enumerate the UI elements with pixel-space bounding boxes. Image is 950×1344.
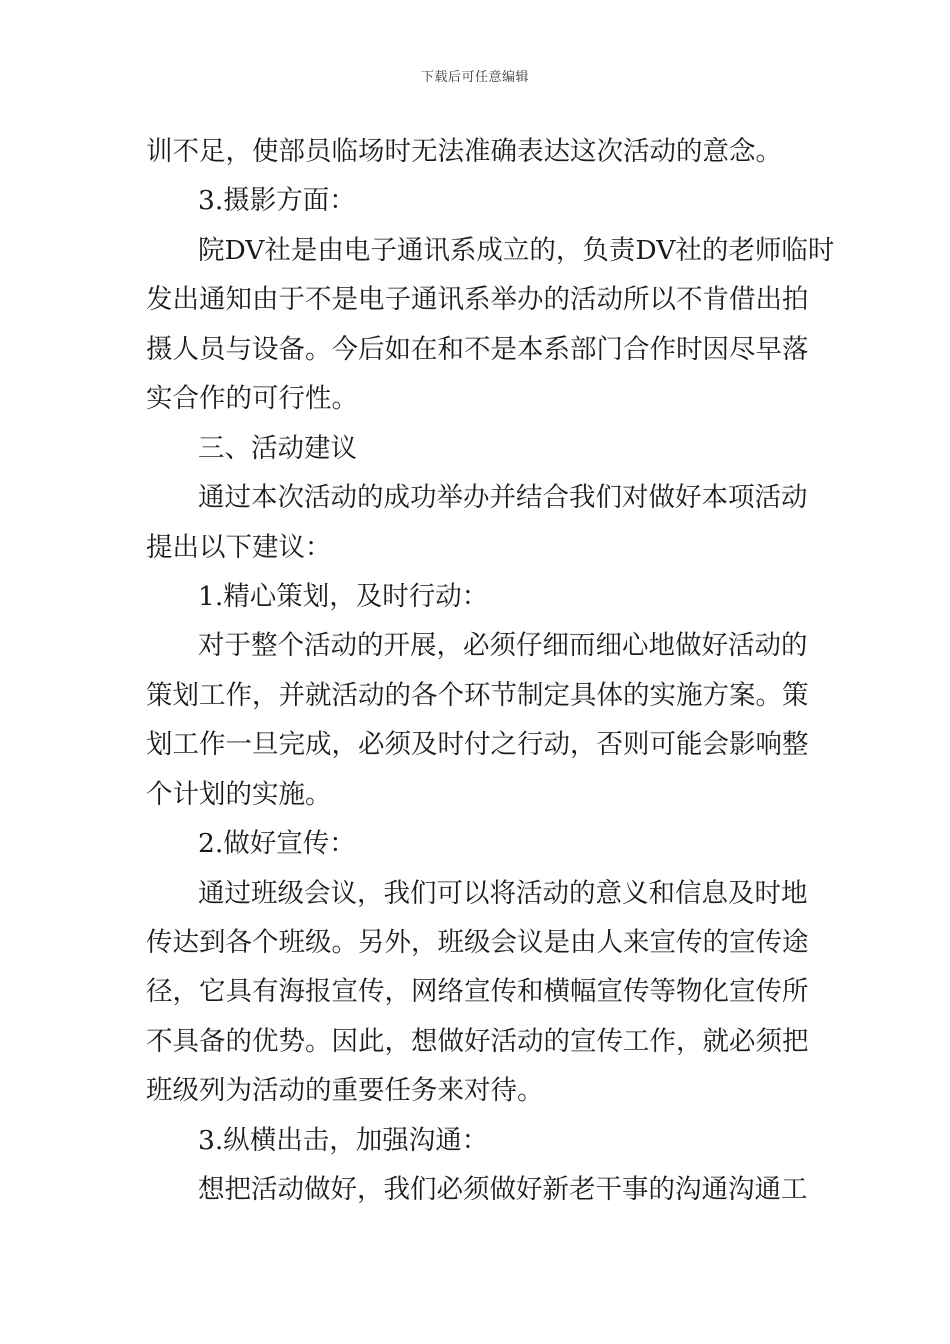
text-line: 通过班级会议，我们可以将活动的意义和信息及时地	[198, 877, 808, 909]
text-line: 通过本次活动的成功举办并结合我们对做好本项活动	[198, 482, 808, 514]
page-header: 下载后可任意编辑	[420, 70, 529, 85]
text-line: 1.精心策划，及时行动：	[198, 580, 489, 612]
document-body	[146, 127, 835, 1215]
text-line: 策划工作，并就活动的各个环节制定具体的实施方案。策	[146, 679, 809, 711]
text-line: 摄人员与设备。今后如在和不是本系部门合作时因尽早落	[146, 333, 809, 365]
text-line: 划工作一旦完成，必须及时付之行动，否则可能会影响整	[146, 729, 809, 761]
text-line: 径，它具有海报宣传，网络宣传和横幅宣传等物化宣传所	[146, 976, 809, 1008]
text-line: 2.做好宣传：	[198, 828, 356, 860]
text-line: 传达到各个班级。另外，班级会议是由人来宣传的宣传途	[146, 927, 809, 958]
text-line: 3.摄影方面：	[198, 185, 356, 217]
text-line: 不具备的优势。因此，想做好活动的宣传工作，就必须把	[146, 1025, 809, 1057]
text-line: 三、活动建议	[198, 432, 357, 464]
text-line: 发出通知由于不是电子通讯系举办的活动所以不肯借出拍	[146, 284, 809, 316]
text-line: 班级列为活动的重要任务来对待。	[146, 1075, 544, 1107]
text-line: 院DV社是由电子通讯系成立的，负责DV社的老师临时	[198, 234, 835, 266]
text-line: 3.纵横出击，加强沟通：	[198, 1124, 489, 1156]
text-line: 个计划的实施。	[146, 778, 332, 810]
text-line: 实合作的可行性。	[146, 383, 358, 415]
text-line: 想把活动做好，我们必须做好新老干事的沟通沟通工	[198, 1174, 808, 1206]
text-line: 训不足，使部员临场时无法准确表达这次活动的意念。	[146, 136, 782, 167]
text-line: 提出以下建议：	[146, 531, 332, 563]
text-line: 对于整个活动的开展，必须仔细而细心地做好活动的	[198, 630, 808, 662]
